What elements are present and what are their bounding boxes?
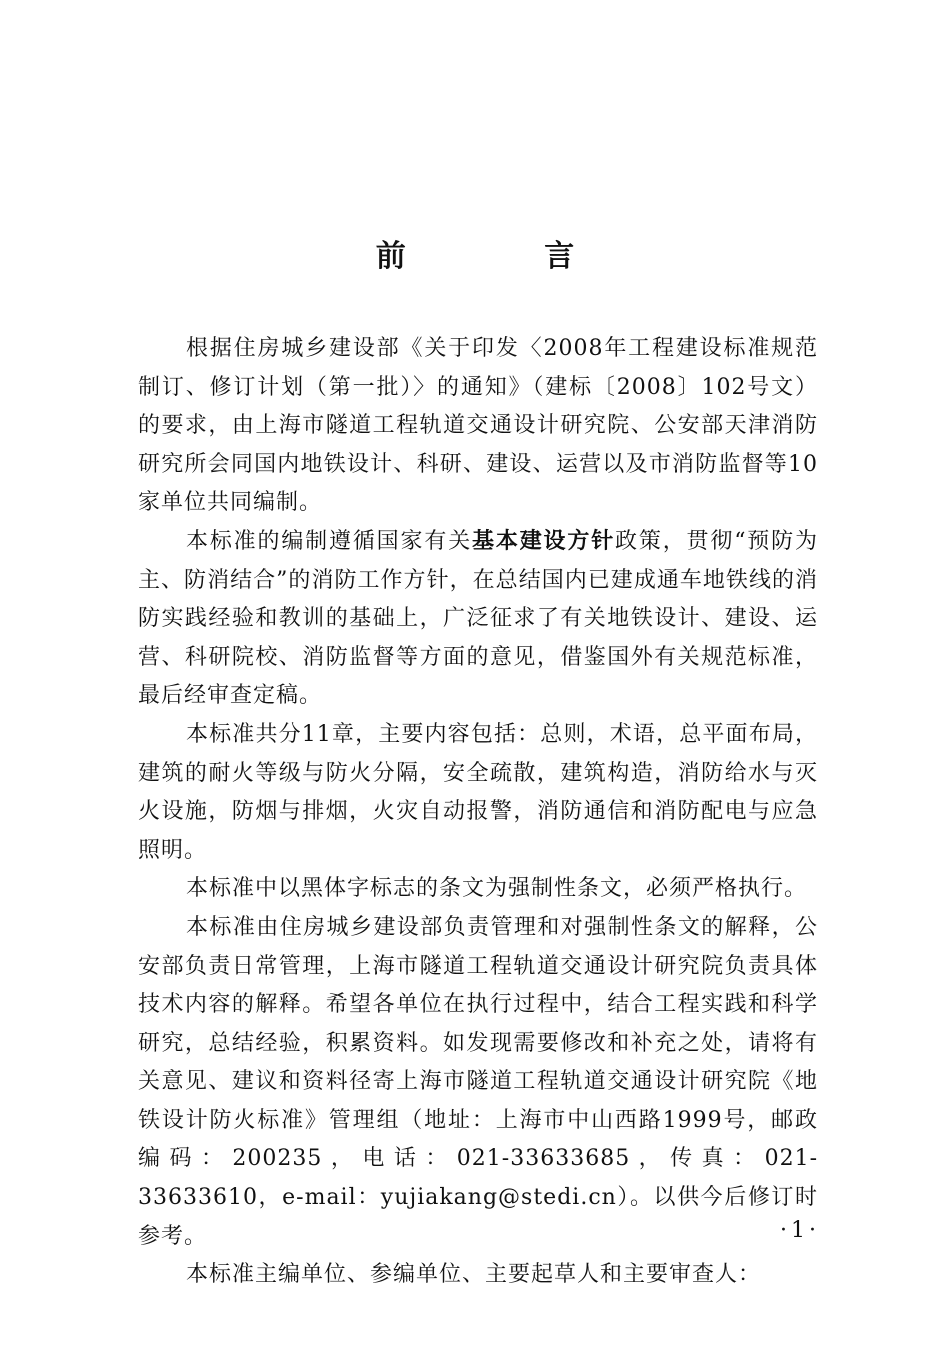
paragraph-management-contact: 本标准由住房城乡建设部负责管理和对强制性条文的解释，公安部负责日常管理，上海市隧道工程轨道交通设计研究院负责具体技术内容的解释。希望各单位在执行过程中，结合工程实践和科学研究，总结经验，积累资料。如发现需要修改和补充之处，请将有关意见、建议和资料径寄上海市隧道工程轨道交通设计研究院《地铁设计防火标准》管理组（地址：上海市中山西路1999号，邮政编码：200235，电话：021-33633685，传真：021-33633610，e-mail：yujiakang@stedi.cn）。以供今后修订时参考。 (138, 914, 818, 1249)
paragraph-mandatory-provisions: 本标准中以黑体字标志的条文为强制性条文，必须严格执行。 (186, 876, 808, 902)
paragraph-compilation-basis: 根据住房城乡建设部《关于印发〈2008年工程建设标准规范制订、修订计划（第一批）〉的通知》（建标〔2008〕102号文）的要求，由上海市隧道工程轨道交通设计研究院、公安部天津消防研究所会同国内地铁设计、科研、建设、运营以及市消防监督等10家单位共同编制。 (138, 336, 818, 516)
page-number: ·1· (780, 1218, 820, 1243)
principles-text-end: 政策，贯彻“预防为主、防消结合”的消防工作方针，在总结国内已建成通车地铁线的消防实践经验和教训的基础上，广泛征求了有关地铁设计、建设、运营、科研院校、消防监督等方面的意见，借鉴国外有关规范标准，最后经审查定稿。 (138, 528, 818, 709)
preface-body (138, 330, 818, 1295)
page-title: 前 言 (375, 239, 639, 275)
paragraph-contributors-intro: 本标准主编单位、参编单位、主要起草人和主要审查人： (186, 1262, 762, 1288)
paragraph-chapter-summary: 本标准共分11章，主要内容包括：总则，术语，总平面布局，建筑的耐火等级与防火分隔，安全疏散，建筑构造，消防给水与灭火设施，防烟与排烟，火灾自动报警，消防通信和消防配电与应急照明。 (138, 721, 818, 863)
paragraph-compilation-principles (138, 523, 818, 716)
principles-text-start: 本标准的编制遵循国家有关 (186, 528, 473, 554)
principles-bold-text: 基本建设方针 (472, 528, 616, 554)
